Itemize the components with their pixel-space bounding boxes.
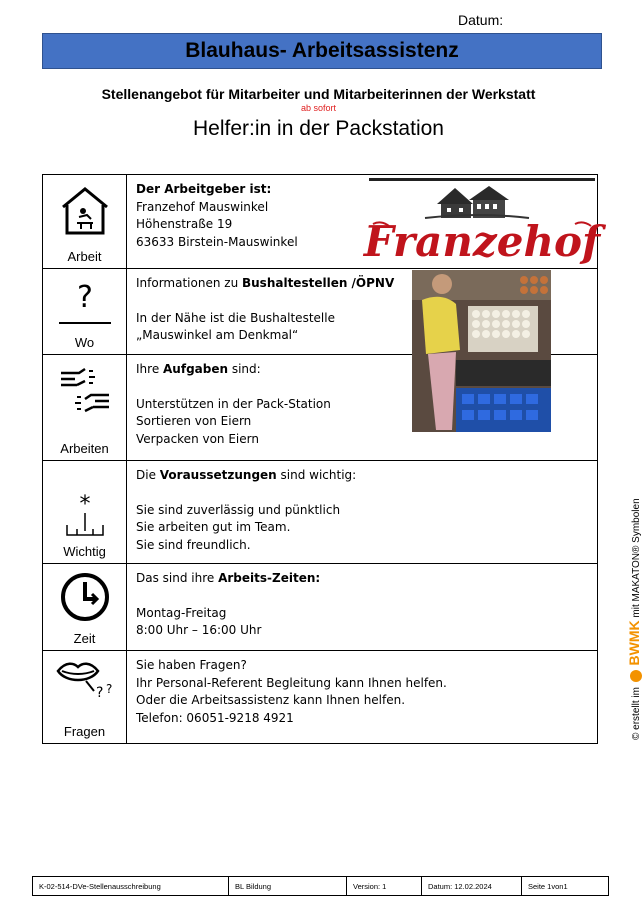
- icon-cell-arbeiten: [43, 355, 127, 461]
- row-fragen: [43, 651, 598, 744]
- contact-referent: Ihr Personal-Referent Begleitung kann Ihnen helfen.: [136, 675, 447, 690]
- work-hours: 8:00 Uhr – 16:00 Uhr: [136, 623, 262, 637]
- footer-date: Datum: 12.02.2024: [422, 877, 522, 896]
- requirements-heading: Die Voraussetzungen sind wichtig:: [136, 468, 357, 482]
- task-item: Unterstützen in der Pack-Station: [136, 396, 331, 411]
- requirement-item: Sie sind zuverlässig und pünktlich: [136, 502, 341, 517]
- row-label: Fragen: [63, 724, 106, 739]
- row-label: Arbeiten: [60, 441, 109, 456]
- contact-phone: Telefon: 06051-9218 4921: [136, 710, 294, 725]
- icon-cell-wo: [43, 269, 127, 355]
- ab-sofort-note: ab sofort: [300, 103, 337, 113]
- bus-stop-name: „Mauswinkel am Denkmal“: [136, 328, 299, 342]
- icon-cell-wichtig: [43, 461, 127, 564]
- row-label: Arbeit: [67, 249, 102, 264]
- svg-text:?: ?: [76, 280, 93, 315]
- hands-work-icon: [55, 363, 115, 419]
- farmhouse-logo-image: [363, 178, 601, 266]
- employer-name: Franzehof Mauswinkel: [136, 199, 269, 214]
- text-cell-zeit: [127, 564, 598, 651]
- row-label: Zeit: [73, 631, 96, 646]
- lips-questions-icon: [52, 655, 118, 705]
- job-title: Helfer:in in der Packstation: [193, 117, 444, 140]
- footer-dept: BL Bildung: [229, 877, 347, 896]
- employer-city: 63633 Birstein-Mauswinkel: [136, 234, 298, 249]
- footer-doc-id: K-02-514-DVe-Stellenausschreibung: [33, 877, 229, 896]
- important-star-icon: [57, 489, 113, 549]
- egg-packing-photo: [412, 270, 551, 432]
- task-item: Sortieren von Eiern: [136, 414, 252, 428]
- row-label: Wichtig: [63, 544, 106, 559]
- row-label: Wo: [74, 335, 95, 350]
- bus-stop-text: In der Nähe ist die Bushaltestelle: [136, 310, 335, 325]
- icon-cell-arbeit: [43, 175, 127, 269]
- question-location-icon: [53, 277, 117, 327]
- icon-cell-fragen: [43, 651, 127, 744]
- svg-text:Franzehof: Franzehof: [363, 217, 601, 266]
- icon-cell-zeit: [43, 564, 127, 651]
- employer-heading: Der Arbeitgeber ist:: [136, 182, 272, 196]
- document-footer: [32, 876, 609, 896]
- svg-text:*: *: [79, 492, 90, 517]
- footer-version: Version: 1: [347, 877, 422, 896]
- questions-line: Sie haben Fragen?: [136, 658, 247, 672]
- requirement-item: Sie arbeiten gut im Team.: [136, 520, 291, 534]
- clock-icon: [58, 570, 112, 624]
- subtitle: Stellenangebot für Mitarbeiter und Mitarbeiterinnen der Werkstatt: [101, 86, 536, 102]
- hours-heading: Das sind ihre Arbeits-Zeiten:: [136, 571, 321, 585]
- svg-text:?: ?: [95, 685, 103, 701]
- employer-street: Höhenstraße 19: [136, 217, 233, 231]
- task-item: Verpacken von Eiern: [136, 431, 259, 446]
- row-zeit: [43, 564, 598, 651]
- title-banner: [42, 33, 602, 69]
- franzehof-logo: [363, 178, 601, 266]
- footer-page: Seite 1von1: [522, 877, 609, 896]
- transport-heading: Informationen zu Bushaltestellen /ÖPNV: [136, 276, 395, 290]
- requirement-item: Sie sind freundlich.: [136, 537, 251, 552]
- contact-assistance: Oder die Arbeitsassistenz kann Ihnen helfen.: [136, 693, 406, 707]
- work-days: Montag-Freitag: [136, 605, 227, 620]
- bwmk-spiral-icon: [630, 670, 642, 682]
- text-cell-wichtig: [127, 461, 598, 564]
- banner-title: Blauhaus- Arbeitsassistenz: [185, 39, 459, 62]
- makaton-credit: [626, 498, 642, 740]
- house-worker-icon: [57, 183, 113, 239]
- credit-suffix: mit MAKATON® Symbolen: [631, 498, 642, 618]
- text-cell-fragen: [127, 651, 598, 744]
- tasks-heading: Ihre Aufgaben sind:: [136, 362, 261, 376]
- row-wichtig: [43, 461, 598, 564]
- bwmk-brand: BWMK: [626, 620, 642, 666]
- svg-text:?: ?: [105, 682, 112, 696]
- credit-prefix: © erstellt im: [631, 687, 642, 740]
- datum-label: Datum:: [458, 12, 504, 28]
